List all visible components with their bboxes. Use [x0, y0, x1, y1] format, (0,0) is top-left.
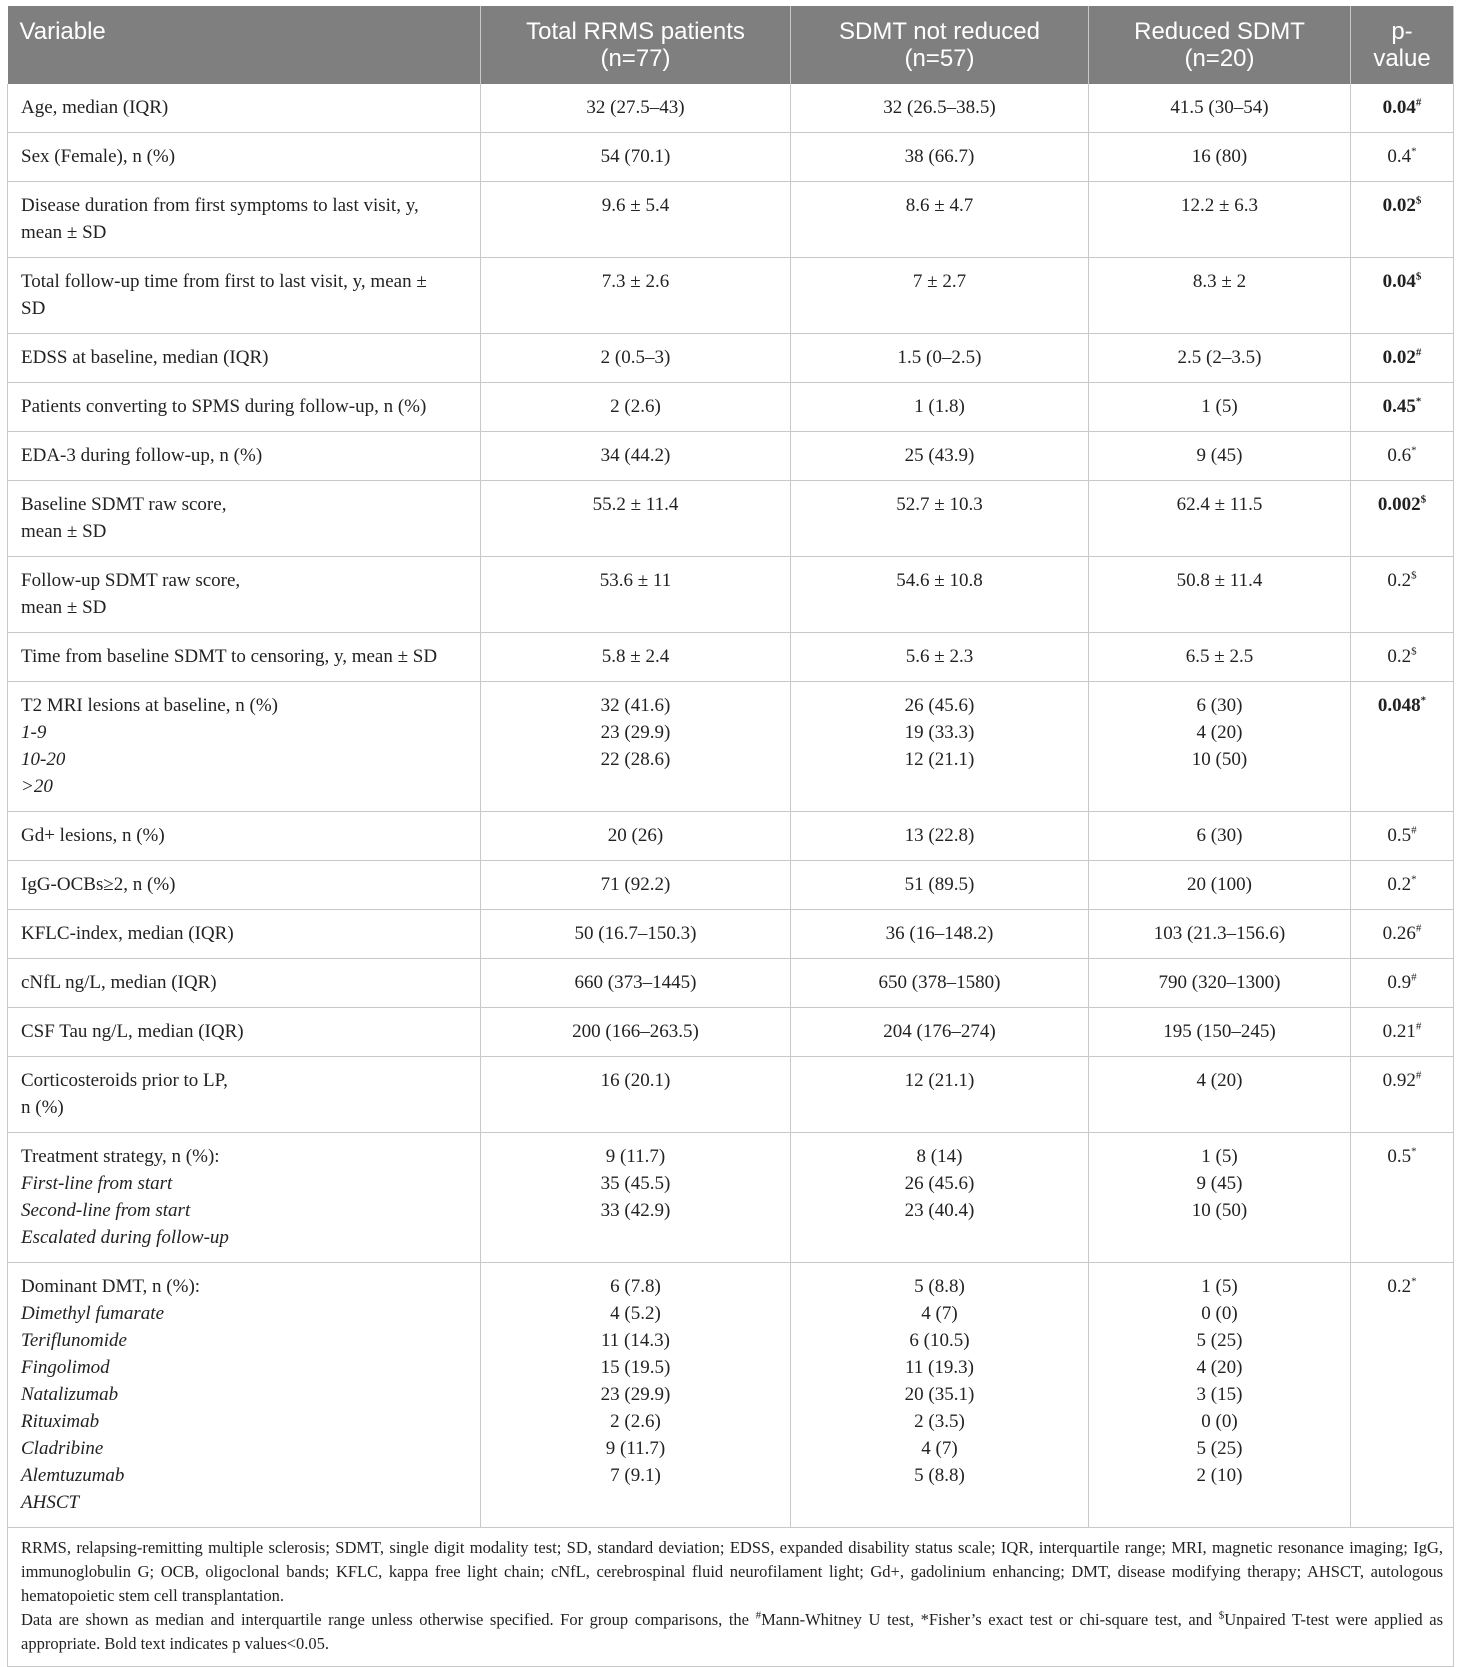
variable-sublabel: Escalated during follow-up [21, 1227, 229, 1248]
footnote-abbreviations: RRMS, relapsing-remitting multiple sclerosis; SDMT, single digit modality test; SD, standard deviation; EDSS, expanded disability status scale; IQR, interquartile range; MRI, magnetic resonance imaging; IgG, immunoglobulin G; OCB, oligoclonal bands; KFLC, kappa free light chain; cNfL, cerebrospinal fluid neurofilament light; Gd+, gadolinium enhancing; DMT, disease modifying therapy; AHSCT, autologous hematopoietic stem cell transplantation. [21, 1538, 1443, 1605]
footnote-row [8, 1528, 1454, 1667]
table-container [7, 6, 1453, 1667]
table-row [8, 334, 1454, 383]
header-sdmt-not-reduced: SDMT not reduced (n=57) [791, 6, 1089, 84]
cell-value: 10 (50) [1191, 1200, 1248, 1221]
table-footnote [8, 1528, 1454, 1667]
reduced-value-cell [1089, 682, 1351, 812]
reduced-value-cell [1089, 959, 1351, 1008]
cell-value: 12.2 ± 6.3 [1181, 195, 1258, 216]
p-value-cell [1351, 1057, 1454, 1133]
cell-value: 650 (378–1580) [878, 972, 1001, 993]
cell-value: 4 (7) [921, 1303, 958, 1324]
cell-value: 54 (70.1) [600, 146, 671, 167]
cell-value: 11 (19.3) [905, 1357, 974, 1378]
p-value: 0.5 [1387, 1146, 1412, 1167]
p-value: 0.04 [1382, 271, 1416, 292]
total-value-cell [481, 258, 791, 334]
cell-value: 19 (33.3) [904, 722, 975, 743]
variable-sublabel: Cladribine [21, 1438, 104, 1459]
variable-sublabel: First-line from start [21, 1173, 173, 1194]
cell-value: 11 (14.3) [601, 1330, 670, 1351]
cell-value: 36 (16–148.2) [885, 923, 994, 944]
p-value-cell [1351, 1263, 1454, 1528]
reduced-value-cell [1089, 812, 1351, 861]
variable-label: Disease duration from first symptoms to last visit, y, [21, 195, 419, 216]
p-value-test-marker: * [1411, 1145, 1417, 1158]
cell-value: 35 (45.5) [600, 1173, 671, 1194]
variable-sublabel: Natalizumab [21, 1384, 119, 1405]
not-reduced-value-cell [791, 910, 1089, 959]
cell-value: 4 (20) [1196, 722, 1243, 743]
cell-value: 7 (9.1) [610, 1465, 661, 1486]
reduced-value-cell [1089, 1263, 1351, 1528]
p-value-cell [1351, 959, 1454, 1008]
reduced-value-cell [1089, 1057, 1351, 1133]
p-value-test-marker: $ [1420, 493, 1427, 506]
table-row [8, 1057, 1454, 1133]
reduced-value-cell [1089, 133, 1351, 182]
variable-cell [8, 959, 481, 1008]
cell-value: 53.6 ± 11 [599, 570, 672, 591]
variable-label: KFLC-index, median (IQR) [21, 923, 234, 944]
variable-cell [8, 1008, 481, 1057]
total-value-cell [481, 557, 791, 633]
p-value-cell [1351, 84, 1454, 133]
table-row [8, 682, 1454, 812]
reduced-value-cell [1089, 1133, 1351, 1263]
p-value-test-marker: * [1411, 444, 1417, 457]
cell-value: 8 (14) [916, 1146, 963, 1167]
p-value: 0.4 [1387, 146, 1412, 167]
p-value: 0.2 [1387, 1276, 1412, 1297]
cell-value: 41.5 (30–54) [1170, 97, 1269, 118]
cell-value: 71 (92.2) [600, 874, 671, 895]
table-row [8, 258, 1454, 334]
total-value-cell [481, 633, 791, 682]
cell-value: 204 (176–274) [883, 1021, 996, 1042]
p-value: 0.2 [1387, 646, 1412, 667]
cell-value: 32 (27.5–43) [586, 97, 685, 118]
cell-value: 0 (0) [1201, 1411, 1238, 1432]
variable-label: Corticosteroids prior to LP, [21, 1070, 228, 1091]
header-variable: Variable [8, 6, 481, 84]
cell-value: 1.5 (0–2.5) [897, 347, 982, 368]
cell-value: 6 (7.8) [610, 1276, 661, 1297]
p-value: 0.5 [1387, 825, 1412, 846]
cell-value: 12 (21.1) [904, 749, 975, 770]
variable-sublabel: 10-20 [21, 749, 66, 770]
cell-value: 2 (2.6) [610, 1411, 661, 1432]
table-body [8, 84, 1454, 1528]
cell-value: 5 (25) [1196, 1438, 1243, 1459]
p-value: 0.02 [1382, 195, 1416, 216]
reduced-value-cell [1089, 910, 1351, 959]
p-value-test-marker: # [1415, 346, 1422, 359]
variable-cell [8, 432, 481, 481]
p-value-test-marker: * [1411, 873, 1417, 886]
cell-value: 52.7 ± 10.3 [896, 494, 983, 515]
total-value-cell [481, 84, 791, 133]
not-reduced-value-cell [791, 383, 1089, 432]
p-value-cell [1351, 334, 1454, 383]
cell-value: 10 (50) [1191, 749, 1248, 770]
header-p-value: p- value [1351, 6, 1454, 84]
not-reduced-value-cell [791, 182, 1089, 258]
header-reduced-sdmt: Reduced SDMT (n=20) [1089, 6, 1351, 84]
table-row [8, 1263, 1454, 1528]
cell-value: 34 (44.2) [600, 445, 671, 466]
variable-label: Patients converting to SPMS during follow-up, n (%) [21, 396, 427, 417]
variable-sublabel: Second-line from start [21, 1200, 191, 1221]
cell-value: 2.5 (2–3.5) [1177, 347, 1262, 368]
total-value-cell [481, 959, 791, 1008]
not-reduced-value-cell [791, 133, 1089, 182]
variable-label: Treatment strategy, n (%): [21, 1146, 220, 1167]
p-value-test-marker: $ [1411, 645, 1417, 658]
table-row [8, 557, 1454, 633]
table-row [8, 432, 1454, 481]
not-reduced-value-cell [791, 557, 1089, 633]
p-value: 0.04 [1382, 97, 1416, 118]
p-value-test-marker: * [1415, 395, 1422, 408]
table-row [8, 633, 1454, 682]
cell-value: 50 (16.7–150.3) [574, 923, 697, 944]
variable-cell [8, 557, 481, 633]
table-row [8, 1008, 1454, 1057]
variable-cell [8, 258, 481, 334]
p-value: 0.45 [1382, 396, 1416, 417]
p-value-test-marker: # [1411, 971, 1417, 984]
cell-value: 16 (80) [1191, 146, 1248, 167]
cell-value: 32 (41.6) [600, 695, 671, 716]
reduced-value-cell [1089, 557, 1351, 633]
p-value: 0.6 [1387, 445, 1412, 466]
not-reduced-value-cell [791, 861, 1089, 910]
not-reduced-value-cell [791, 959, 1089, 1008]
cell-value: 50.8 ± 11.4 [1176, 570, 1263, 591]
cell-value: 25 (43.9) [904, 445, 975, 466]
reduced-value-cell [1089, 84, 1351, 133]
cell-value: 103 (21.3–156.6) [1153, 923, 1286, 944]
cell-value: 3 (15) [1196, 1384, 1243, 1405]
variable-label: EDSS at baseline, median (IQR) [21, 347, 269, 368]
cell-value: 8.3 ± 2 [1192, 271, 1247, 292]
cell-value: 2 (10) [1196, 1465, 1243, 1486]
cell-value: 7.3 ± 2.6 [601, 271, 670, 292]
cell-value: 9 (45) [1196, 1173, 1243, 1194]
cell-value: 13 (22.8) [904, 825, 975, 846]
p-value: 0.21 [1382, 1021, 1416, 1042]
cell-value: 6 (30) [1196, 695, 1243, 716]
cell-value: 6 (30) [1196, 825, 1243, 846]
variable-label: Follow-up SDMT raw score, [21, 570, 241, 591]
p-value: 0.92 [1382, 1070, 1416, 1091]
total-value-cell [481, 1263, 791, 1528]
variable-label: cNfL ng/L, median (IQR) [21, 972, 217, 993]
p-value-cell [1351, 481, 1454, 557]
not-reduced-value-cell [791, 432, 1089, 481]
variable-label: Baseline SDMT raw score, [21, 494, 227, 515]
cell-value: 8.6 ± 4.7 [905, 195, 974, 216]
p-value-test-marker: * [1411, 145, 1417, 158]
variable-label: SD [21, 298, 46, 319]
table-row [8, 481, 1454, 557]
variable-sublabel: AHSCT [21, 1492, 80, 1513]
header-total: Total RRMS patients (n=77) [481, 6, 791, 84]
p-value-test-marker: * [1411, 1275, 1417, 1288]
not-reduced-value-cell [791, 633, 1089, 682]
variable-label: n (%) [21, 1097, 64, 1118]
cell-value: 5.8 ± 2.4 [601, 646, 670, 667]
total-value-cell [481, 910, 791, 959]
cell-value: 62.4 ± 11.5 [1176, 494, 1263, 515]
cell-value: 26 (45.6) [904, 1173, 975, 1194]
cell-value: 2 (0.5–3) [600, 347, 671, 368]
cell-value: 23 (29.9) [600, 722, 671, 743]
total-value-cell [481, 812, 791, 861]
reduced-value-cell [1089, 334, 1351, 383]
header-row [8, 6, 1454, 84]
total-value-cell [481, 682, 791, 812]
cell-value: 6.5 ± 2.5 [1185, 646, 1254, 667]
variable-sublabel: Fingolimod [21, 1357, 110, 1378]
reduced-value-cell [1089, 1008, 1351, 1057]
not-reduced-value-cell [791, 1057, 1089, 1133]
variable-label: Gd+ lesions, n (%) [21, 825, 165, 846]
cell-value: 22 (28.6) [600, 749, 671, 770]
cell-value: 9 (11.7) [605, 1438, 666, 1459]
total-value-cell [481, 1057, 791, 1133]
total-value-cell [481, 861, 791, 910]
cell-value: 20 (100) [1187, 874, 1252, 895]
cell-value: 54.6 ± 10.8 [896, 570, 983, 591]
variable-label: T2 MRI lesions at baseline, n (%) [21, 695, 278, 716]
table-row [8, 84, 1454, 133]
not-reduced-value-cell [791, 481, 1089, 557]
cell-value: 51 (89.5) [904, 874, 975, 895]
cell-value: 9 (45) [1196, 445, 1243, 466]
not-reduced-value-cell [791, 258, 1089, 334]
variable-cell [8, 633, 481, 682]
p-value-cell [1351, 432, 1454, 481]
cell-value: 4 (20) [1196, 1357, 1243, 1378]
variable-label: Time from baseline SDMT to censoring, y, mean ± SD [21, 646, 438, 667]
cell-value: 33 (42.9) [600, 1200, 671, 1221]
cell-value: 5 (8.8) [914, 1276, 965, 1297]
table-row [8, 383, 1454, 432]
cell-value: 195 (150–245) [1163, 1021, 1276, 1042]
variable-cell [8, 812, 481, 861]
cell-value: 0 (0) [1201, 1303, 1238, 1324]
p-value-cell [1351, 633, 1454, 682]
cell-value: 1 (1.8) [914, 396, 965, 417]
p-value-test-marker: # [1411, 824, 1417, 837]
variable-cell [8, 1263, 481, 1528]
variable-label: Dominant DMT, n (%): [21, 1276, 201, 1297]
p-value-cell [1351, 557, 1454, 633]
cell-value: 6 (10.5) [909, 1330, 970, 1351]
cell-value: 200 (166–263.5) [572, 1021, 699, 1042]
p-value-test-marker: # [1415, 922, 1422, 935]
table-row [8, 959, 1454, 1008]
variable-label: Age, median (IQR) [21, 97, 169, 118]
p-value-cell [1351, 258, 1454, 334]
variable-label: EDA-3 during follow-up, n (%) [21, 445, 263, 466]
variable-sublabel: >20 [21, 776, 53, 797]
not-reduced-value-cell [791, 1133, 1089, 1263]
p-value-cell [1351, 861, 1454, 910]
p-value-cell [1351, 133, 1454, 182]
variable-sublabel: Alemtuzumab [21, 1465, 125, 1486]
total-value-cell [481, 432, 791, 481]
cell-value: 4 (5.2) [610, 1303, 661, 1324]
cell-value: 55.2 ± 11.4 [592, 494, 679, 515]
cell-value: 23 (40.4) [904, 1200, 975, 1221]
reduced-value-cell [1089, 481, 1351, 557]
p-value: 0.048 [1377, 695, 1421, 716]
cell-value: 20 (35.1) [904, 1384, 975, 1405]
p-value-cell [1351, 682, 1454, 812]
variable-cell [8, 1133, 481, 1263]
variable-cell [8, 182, 481, 258]
p-value-test-marker: # [1415, 1020, 1422, 1033]
p-value-test-marker: $ [1415, 194, 1422, 207]
variable-label: IgG-OCBs≥2, n (%) [21, 874, 176, 895]
variable-cell [8, 334, 481, 383]
variable-label: Sex (Female), n (%) [21, 146, 176, 167]
reduced-value-cell [1089, 258, 1351, 334]
variable-cell [8, 682, 481, 812]
cell-value: 9.6 ± 5.4 [601, 195, 670, 216]
not-reduced-value-cell [791, 334, 1089, 383]
not-reduced-value-cell [791, 1008, 1089, 1057]
patient-characteristics-table [7, 6, 1454, 1667]
cell-value: 7 ± 2.7 [912, 271, 967, 292]
cell-value: 1 (5) [1201, 1146, 1238, 1167]
variable-label: mean ± SD [21, 597, 107, 618]
variable-label: mean ± SD [21, 521, 107, 542]
p-value-test-marker: # [1415, 96, 1422, 109]
reduced-value-cell [1089, 432, 1351, 481]
cell-value: 26 (45.6) [904, 695, 975, 716]
table-row [8, 910, 1454, 959]
cell-value: 23 (29.9) [600, 1384, 671, 1405]
reduced-value-cell [1089, 861, 1351, 910]
p-value: 0.02 [1382, 347, 1416, 368]
cell-value: 9 (11.7) [605, 1146, 666, 1167]
p-value-cell [1351, 383, 1454, 432]
table-row [8, 812, 1454, 861]
total-value-cell [481, 1008, 791, 1057]
p-value-test-marker: * [1420, 694, 1427, 707]
variable-sublabel: Rituximab [21, 1411, 100, 1432]
not-reduced-value-cell [791, 84, 1089, 133]
total-value-cell [481, 481, 791, 557]
variable-label: Total follow-up time from first to last visit, y, mean ± [21, 271, 427, 292]
total-value-cell [481, 133, 791, 182]
table-row [8, 133, 1454, 182]
p-value: 0.9 [1387, 972, 1412, 993]
p-value: 0.26 [1382, 923, 1416, 944]
cell-value: 790 (320–1300) [1158, 972, 1281, 993]
cell-value: 4 (7) [921, 1438, 958, 1459]
reduced-value-cell [1089, 383, 1351, 432]
cell-value: 20 (26) [607, 825, 664, 846]
total-value-cell [481, 383, 791, 432]
cell-value: 2 (3.5) [914, 1411, 965, 1432]
variable-cell [8, 383, 481, 432]
cell-value: 5 (25) [1196, 1330, 1243, 1351]
table-row [8, 861, 1454, 910]
cell-value: 5 (8.8) [914, 1465, 965, 1486]
cell-value: 1 (5) [1201, 396, 1238, 417]
not-reduced-value-cell [791, 812, 1089, 861]
cell-value: 660 (373–1445) [574, 972, 697, 993]
reduced-value-cell [1089, 182, 1351, 258]
cell-value: 4 (20) [1196, 1070, 1243, 1091]
total-value-cell [481, 182, 791, 258]
cell-value: 32 (26.5–38.5) [883, 97, 996, 118]
p-value-test-marker: $ [1411, 569, 1417, 582]
not-reduced-value-cell [791, 1263, 1089, 1528]
variable-cell [8, 910, 481, 959]
p-value-test-marker: # [1415, 1069, 1422, 1082]
reduced-value-cell [1089, 633, 1351, 682]
variable-label: mean ± SD [21, 222, 107, 243]
cell-value: 16 (20.1) [600, 1070, 671, 1091]
total-value-cell [481, 334, 791, 383]
not-reduced-value-cell [791, 682, 1089, 812]
p-value-cell [1351, 182, 1454, 258]
variable-cell [8, 481, 481, 557]
p-value: 0.2 [1387, 874, 1412, 895]
variable-sublabel: Teriflunomide [21, 1330, 127, 1351]
cell-value: 15 (19.5) [600, 1357, 671, 1378]
table-row [8, 1133, 1454, 1263]
cell-value: 12 (21.1) [904, 1070, 975, 1091]
footnote-methods: Data are shown as median and interquartile range unless otherwise specified. For group comparisons, the #Mann-Whitney U test, *Fisher’s exact test or chi-square test, and $Unpaired T-test were applied as appropriate. Bold text indicates p values<0.05. [21, 1609, 1443, 1653]
variable-cell [8, 84, 481, 133]
p-value: 0.002 [1377, 494, 1421, 515]
p-value-test-marker: $ [1415, 270, 1422, 283]
p-value-cell [1351, 812, 1454, 861]
variable-sublabel: 1-9 [21, 722, 47, 743]
p-value-cell [1351, 1008, 1454, 1057]
variable-label: CSF Tau ng/L, median (IQR) [21, 1021, 244, 1042]
p-value-cell [1351, 1133, 1454, 1263]
p-value-cell [1351, 910, 1454, 959]
variable-sublabel: Dimethyl fumarate [21, 1303, 165, 1324]
cell-value: 5.6 ± 2.3 [905, 646, 974, 667]
p-value: 0.2 [1387, 570, 1412, 591]
cell-value: 2 (2.6) [610, 396, 661, 417]
cell-value: 38 (66.7) [904, 146, 975, 167]
total-value-cell [481, 1133, 791, 1263]
cell-value: 1 (5) [1201, 1276, 1238, 1297]
variable-cell [8, 1057, 481, 1133]
variable-cell [8, 133, 481, 182]
table-row [8, 182, 1454, 258]
variable-cell [8, 861, 481, 910]
